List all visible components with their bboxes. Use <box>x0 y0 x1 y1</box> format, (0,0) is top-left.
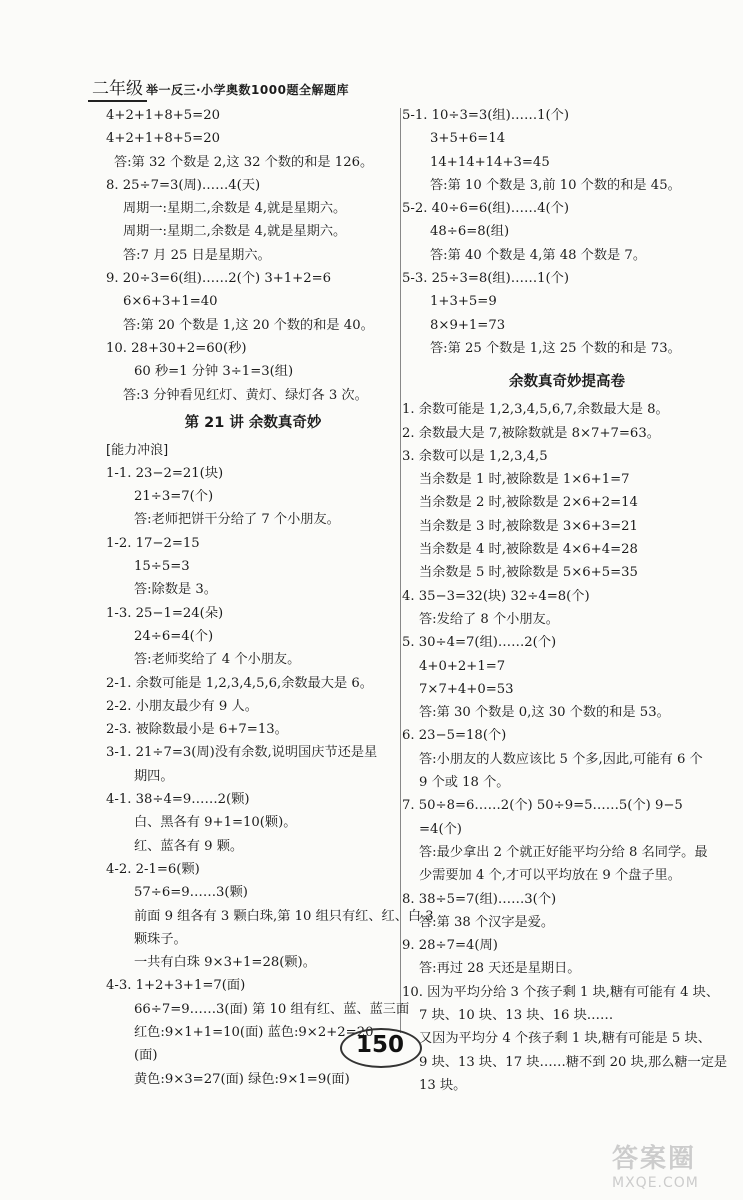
watermark-url: MXQE.COM <box>612 1175 699 1191</box>
text-line: 1-2. 17−2=15 <box>106 535 200 551</box>
text-line: 答:小朋友的人数应该比 5 个多,因此,可能有 6 个 <box>419 751 703 767</box>
text-line: 4-1. 38÷4=9……2(颗) <box>106 792 250 808</box>
text-line: 57÷6=9……3(颗) <box>134 885 248 901</box>
text-line: 48÷6=8(组) <box>430 224 510 240</box>
text-line: 又因为平均分 4 个孩子剩 1 块,糖有可能是 5 块、 <box>419 1031 711 1047</box>
text-line: 8. 25÷7=3(周)……4(天) <box>106 177 261 193</box>
series-title: 举一反三·小学奥数1000题全解题库 <box>146 83 349 97</box>
text-line: 当余数是 3 时,被除数是 3×6+3=21 <box>419 518 638 534</box>
text-line: 1+3+5=9 <box>430 294 497 310</box>
text-line: 4+0+2+1=7 <box>419 658 506 674</box>
text-line: 当余数是 4 时,被除数是 4×6+4=28 <box>419 542 638 558</box>
text-line: 13 块。 <box>419 1077 467 1093</box>
text-line: 15÷5=3 <box>134 559 190 575</box>
text-line: 颗珠子。 <box>134 931 187 947</box>
text-line: 3+5+6=14 <box>430 131 506 147</box>
text-line: 答:7 月 25 日是星期六。 <box>123 247 271 263</box>
text-line: 9. 28÷7=4(周) <box>402 938 498 954</box>
text-line: 7. 50÷8=6……2(个) 50÷9=5……5(个) 9−5 <box>402 798 683 814</box>
lesson-title: 第 21 讲 余数真奇妙 <box>184 414 322 431</box>
text-line: 当余数是 2 时,被除数是 2×6+2=14 <box>419 495 638 511</box>
text-line: 4. 35−3=32(块) 32÷4=8(个) <box>402 588 590 604</box>
watermark-logo <box>612 1138 742 1198</box>
text-line: 黄色:9×3=27(面) 绿色:9×1=9(面) <box>134 1071 350 1087</box>
text-line: 答:老师奖给了 4 个小朋友。 <box>134 652 301 668</box>
text-line: 1-3. 25−1=24(朵) <box>106 605 224 621</box>
text-line: 白、黑各有 9+1=10(颗)。 <box>134 815 297 831</box>
text-line: 答:3 分钟看见红灯、黄灯、绿灯各 3 次。 <box>123 387 368 403</box>
text-line: 7×7+4+0=53 <box>419 681 514 697</box>
text-line: 66÷7=9……3(面) 第 10 组有红、蓝、蓝三面 <box>134 1001 410 1017</box>
text-line: 6×6+3+1=40 <box>123 294 218 310</box>
text-line: 答:第 30 个数是 0,这 30 个数的和是 53。 <box>419 705 670 721</box>
text-line: 答:最少拿出 2 个就正好能平均分给 8 名同学。最 <box>419 844 708 860</box>
text-line: 前面 9 组各有 3 颗白珠,第 10 组只有红、红、白 3 <box>134 908 434 924</box>
text-line: 2-1. 余数可能是 1,2,3,4,5,6,余数最大是 6。 <box>106 675 373 691</box>
text-line: 答:第 25 个数是 1,这 25 个数的和是 73。 <box>430 340 681 356</box>
text-line: 9 个或 18 个。 <box>419 775 510 791</box>
text-line: 21÷3=7(个) <box>134 489 214 505</box>
text-line: 4+2+1+8+5=20 <box>106 131 220 147</box>
text-line: 1. 余数可能是 1,2,3,4,5,6,7,余数最大是 8。 <box>402 402 669 418</box>
text-line: 2. 余数最大是 7,被除数就是 8×7+7=63。 <box>402 425 660 441</box>
text-line: 3. 余数可以是 1,2,3,4,5 <box>402 448 548 464</box>
right-column <box>402 104 732 1097</box>
text-line: 3-1. 21÷7=3(周)没有余数,说明国庆节还是星 <box>106 745 378 761</box>
improve-title: 余数真奇妙提高卷 <box>509 374 625 391</box>
text-line: 5-1. 10÷3=3(组)……1(个) <box>402 108 570 123</box>
text-line: 10. 28+30+2=60(秒) <box>106 340 247 356</box>
text-line: 10. 因为平均分给 3 个孩子剩 1 块,糖有可能有 4 块、 <box>402 984 720 1000</box>
text-line: 24÷6=4(个) <box>134 628 214 644</box>
text-line: 5-2. 40÷6=6(组)……4(个) <box>402 201 570 217</box>
text-line: 4-3. 1+2+3+1=7(面) <box>106 978 246 994</box>
text-line: 14+14+14+3=45 <box>430 154 550 170</box>
text-line: 2-3. 被除数最小是 6+7=13。 <box>106 722 288 738</box>
text-line: 红、蓝各有 9 颗。 <box>134 838 244 854</box>
text-line: 答:第 40 个数是 4,第 48 个数是 7。 <box>430 247 647 263</box>
text-line: 7 块、10 块、13 块、16 块…… <box>419 1007 614 1023</box>
page-number: 150 <box>356 1032 405 1058</box>
page-number-badge <box>340 1028 420 1068</box>
ability-label: [能力冲浪] <box>106 442 169 458</box>
page-header <box>88 78 408 104</box>
text-line: 8. 38÷5=7(组)……3(个) <box>402 891 557 907</box>
text-line: 答:第 38 个汉字是爱。 <box>419 914 555 930</box>
text-line: 9. 20÷3=6(组)……2(个) 3+1+2=6 <box>106 271 332 287</box>
text-line: 当余数是 1 时,被除数是 1×6+1=7 <box>419 472 630 488</box>
text-line: 60 秒=1 分钟 3÷1=3(组) <box>134 364 294 380</box>
text-line: 6. 23−5=18(个) <box>402 728 507 744</box>
text-line: 周期一:星期二,余数是 4,就是星期六。 <box>123 224 347 240</box>
text-line: 8×9+1=73 <box>430 317 506 333</box>
text-line: 答:第 10 个数是 3,前 10 个数的和是 45。 <box>430 177 681 193</box>
text-line: 答:第 20 个数是 1,这 20 个数的和是 40。 <box>123 317 374 333</box>
text-line: 5. 30÷4=7(组)……2(个) <box>402 635 557 651</box>
text-line: 答:老师把饼干分给了 7 个小朋友。 <box>134 512 340 528</box>
grade-label: 二年级 <box>88 78 147 102</box>
left-column <box>106 104 434 1091</box>
text-line: 答:再过 28 天还是星期日。 <box>419 961 581 977</box>
text-line: (面) <box>134 1048 158 1064</box>
text-line: 红色:9×1+1=10(面) 蓝色:9×2+2=20 <box>134 1024 374 1040</box>
text-line: 周期一:星期二,余数是 4,就是星期六。 <box>123 201 347 217</box>
text-line: 少需要加 4 个,才可以平均放在 9 个盘子里。 <box>419 868 681 884</box>
text-line: 5-3. 25÷3=8(组)……1(个) <box>402 271 570 287</box>
text-line: 1-1. 23−2=21(块) <box>106 465 224 481</box>
text-line: 当余数是 5 时,被除数是 5×6+5=35 <box>419 565 638 581</box>
text-line: 答:发给了 8 个小朋友。 <box>419 611 559 627</box>
text-line: 4+2+1+8+5=20 <box>106 108 220 123</box>
column-divider <box>400 108 401 1033</box>
text-line: 期四。 <box>134 768 174 784</box>
text-line: 4-2. 2-1=6(颗) <box>106 861 200 877</box>
text-line: 答:第 32 个数是 2,这 32 个数的和是 126。 <box>114 154 374 170</box>
text-line: 2-2. 小朋友最少有 9 人。 <box>106 698 258 714</box>
text-line: 9 块、13 块、17 块……糖不到 20 块,那么糖一定是 <box>419 1054 728 1070</box>
text-line: 答:除数是 3。 <box>134 582 217 598</box>
text-line: 一共有白珠 9×3+1=28(颗)。 <box>134 955 316 971</box>
watermark-text: 答案圈 <box>612 1144 697 1174</box>
text-line: =4(个) <box>419 821 462 837</box>
